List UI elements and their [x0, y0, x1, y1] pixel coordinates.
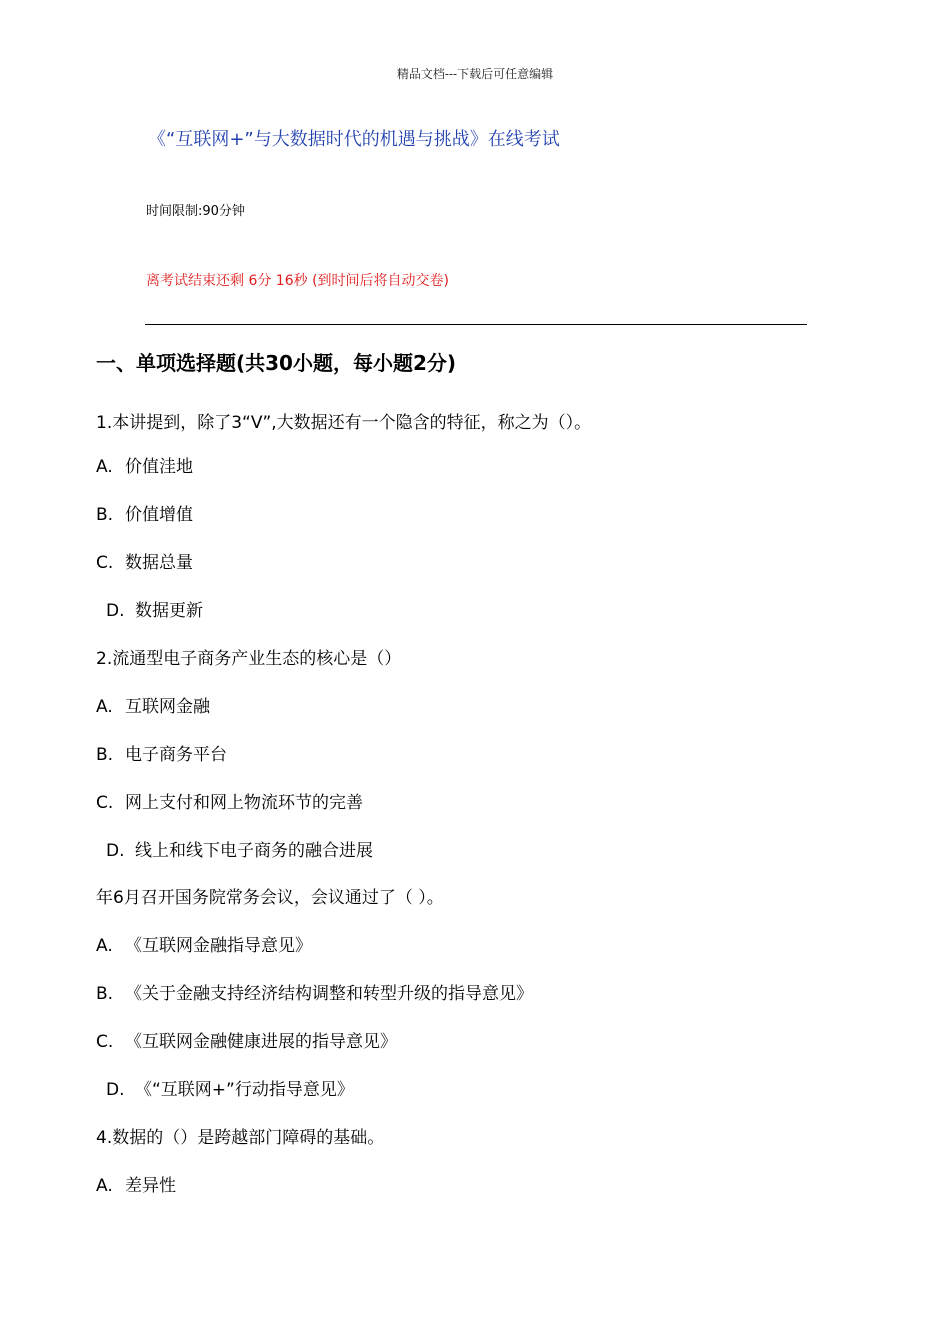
option-letter: B. [96, 745, 114, 765]
option-letter: A. [96, 936, 113, 956]
option-letter: A. [96, 1176, 113, 1196]
option-text: 电子商务平台 [125, 745, 227, 765]
option-text: 《互联网金融指导意见》 [125, 936, 312, 956]
question-3-option-b[interactable] [96, 979, 533, 1004]
question-1-option-a[interactable] [96, 452, 193, 477]
option-letter: A. [96, 457, 113, 477]
question-3-text: 年6月召开国务院常务会议，会议通过了（ ）。 [96, 888, 444, 908]
exam-title: 《“互联网+”与大数据时代的机遇与挑战》在线考试 [148, 129, 560, 150]
option-text: 价值增值 [125, 505, 193, 525]
question-4-text: 4.数据的（）是跨越部门障碍的基础。 [96, 1128, 385, 1148]
option-text: 数据总量 [125, 553, 193, 573]
question-4-option-a[interactable] [96, 1171, 176, 1196]
option-text: 《互联网金融健康进展的指导意见》 [125, 1032, 397, 1052]
question-2-option-c[interactable] [96, 788, 363, 813]
divider [145, 324, 807, 325]
question-2-option-d[interactable] [106, 836, 373, 861]
option-letter: A. [96, 697, 113, 717]
question-1-option-c[interactable] [96, 548, 193, 573]
option-text: 网上支付和网上物流环节的完善 [125, 793, 363, 813]
option-text: 价值洼地 [125, 457, 193, 477]
countdown-timer: 离考试结束还剩 6分 16秒 (到时间后将自动交卷) [146, 273, 449, 289]
section-title: 一、单项选择题(共30小题，每小题2分) [96, 351, 457, 375]
option-letter: C. [96, 793, 114, 813]
question-1-option-b[interactable] [96, 500, 193, 525]
question-3-option-c[interactable] [96, 1027, 397, 1052]
option-letter: B. [96, 984, 114, 1004]
header-note: 精品文档---下载后可任意编辑 [396, 67, 554, 81]
option-letter: D. [106, 1080, 125, 1100]
option-letter: C. [96, 553, 114, 573]
question-2-text: 2.流通型电子商务产业生态的核心是（） [96, 649, 402, 669]
option-letter: D. [106, 841, 125, 861]
question-1-text: 1.本讲提到，除了3“V”,大数据还有一个隐含的特征，称之为（）。 [96, 413, 592, 433]
option-letter: C. [96, 1032, 114, 1052]
question-2-option-a[interactable] [96, 692, 210, 717]
option-letter: D. [106, 601, 125, 621]
time-limit: 时间限制:90分钟 [146, 204, 245, 219]
question-2-option-b[interactable] [96, 740, 227, 765]
option-text: 《关于金融支持经济结构调整和转型升级的指导意见》 [125, 984, 533, 1004]
option-text: 互联网金融 [125, 697, 210, 717]
question-3-option-a[interactable] [96, 931, 312, 956]
option-text: 数据更新 [135, 601, 203, 621]
question-3-option-d[interactable] [106, 1075, 354, 1100]
option-letter: B. [96, 505, 114, 525]
option-text: 差异性 [125, 1176, 176, 1196]
option-text: 线上和线下电子商务的融合进展 [135, 841, 373, 861]
option-text: 《“互联网+”行动指导意见》 [135, 1080, 354, 1100]
question-1-option-d[interactable] [106, 596, 203, 621]
